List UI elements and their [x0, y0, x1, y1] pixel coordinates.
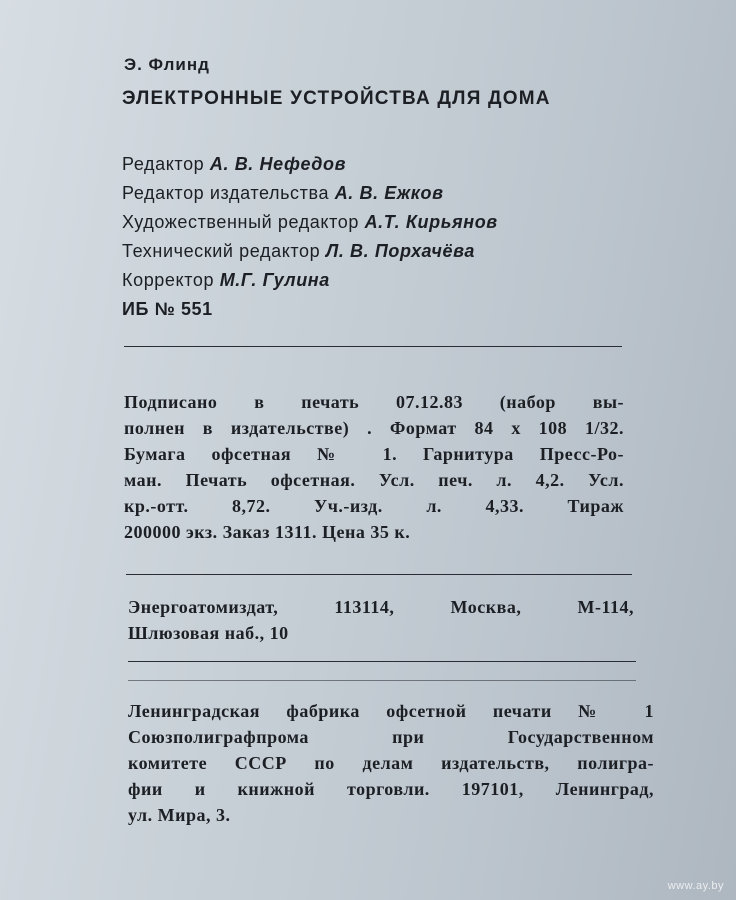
credit-role: Художественный редактор — [122, 212, 359, 232]
divider-rule — [128, 680, 636, 681]
print-info-line: 200000 экз. Заказ 1311. Цена 35 к. — [124, 522, 411, 542]
printer-line: комитете СССР по делам издательств, полигра- — [128, 753, 654, 773]
credit-name: А. В. Нефедов — [209, 154, 347, 174]
publisher-block — [128, 594, 634, 646]
divider-rule — [126, 574, 632, 575]
credit-line-editor — [122, 150, 498, 179]
printer-line: Ленинградская фабрика офсетной печати № 1 — [128, 701, 654, 721]
credit-line-publishing-editor — [122, 179, 498, 208]
credit-name: А. В. Ежков — [334, 183, 444, 203]
credit-name: М.Г. Гулина — [219, 270, 330, 290]
ib-number: ИБ № 551 — [122, 299, 213, 319]
credit-line-proofreader — [122, 266, 498, 295]
credit-name: Л. В. Порхачёва — [325, 241, 475, 261]
print-info-block — [124, 389, 624, 545]
print-info-line: Бумага офсетная № 1. Гарнитура Пресс-Ро- — [124, 444, 624, 464]
watermark: www.ay.by — [667, 880, 724, 892]
credit-role: Технический редактор — [122, 241, 321, 261]
print-info-line: ман. Печать офсетная. Усл. печ. л. 4,2. Усл. — [124, 470, 624, 490]
print-info-line: полнен в издательстве) . Формат 84 x 108 1/32. — [124, 418, 624, 438]
credit-role: Корректор — [122, 270, 215, 290]
publisher-line: Энергоатомиздат, 113114, Москва, М-114, — [128, 597, 634, 617]
book-title: ЭЛЕКТРОННЫЕ УСТРОЙСТВА ДЛЯ ДОМА — [122, 88, 551, 109]
publisher-line: Шлюзовая наб., 10 — [128, 623, 289, 643]
divider-rule — [128, 661, 636, 662]
printer-block — [128, 698, 654, 828]
print-info-line: Подписано в печать 07.12.83 (набор вы- — [124, 392, 624, 412]
credits-list — [122, 150, 498, 324]
credit-role: Редактор — [122, 154, 205, 174]
divider-rule — [124, 346, 622, 347]
print-info-line: кр.-отт. 8,72. Уч.-изд. л. 4,33. Тираж — [124, 496, 624, 516]
credit-name: А.Т. Кирьянов — [364, 212, 498, 232]
credit-role: Редактор издательства — [122, 183, 330, 203]
credit-line-art-editor — [122, 208, 498, 237]
credit-line-technical-editor — [122, 237, 498, 266]
printer-line: фии и книжной торговли. 197101, Ленинград, — [128, 779, 654, 799]
printer-line: Союзполиграфпрома при Государственном — [128, 727, 654, 747]
printer-line: ул. Мира, 3. — [128, 805, 231, 825]
author-name: Э. Флинд — [124, 55, 210, 74]
